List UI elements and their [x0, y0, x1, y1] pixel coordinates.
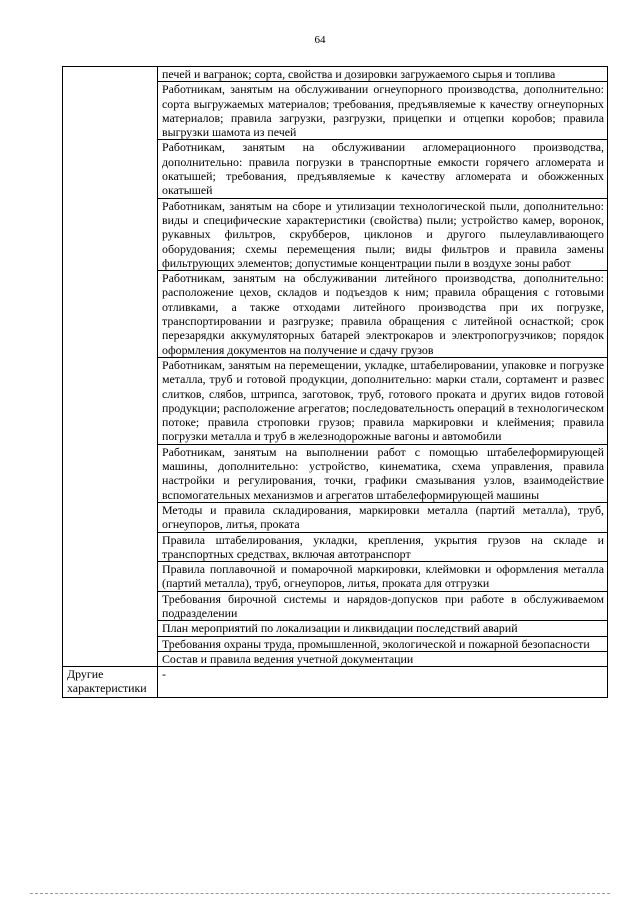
requirement-cell: [158, 532, 608, 562]
requirement-text: Правила поплавочной и помарочной маркировки, клеймовки и оформления металла (партий металла), труб, огнеупоров, литья, проката для отгрузки: [162, 562, 604, 591]
left-empty-cell: [63, 67, 158, 667]
requirement-text: Работникам, занятым на сборе и утилизации технологической пыли, дополнительно: виды и специфические характеристики (свойства) пыли; устройство камер, воронок, рукавных фильтров, скрубберов, циклонов и другого пылеулавливающего оборудования; схемы перемещения пыли; виды фильтров и правила замены фильтрующих элементов; допустимые концентрации пыли в воздухе зоны работ: [162, 198, 604, 270]
requirement-cell: [158, 140, 608, 198]
requirement-text: Состав и правила ведения учетной документации: [162, 651, 414, 666]
requirement-cell: [158, 357, 608, 444]
requirement-text: План мероприятий по локализации и ликвидации последствий аварий: [162, 621, 518, 636]
requirement-cell: [158, 444, 608, 502]
requirement-text: Работникам, занятым на обслуживании литейного производства, дополнительно: расположение цехов, складов и подъездов к ним; правила обращения с готовыми отливками, а также отходами литейного производства при их погрузке, транспортировании и разгрузке; правила обращения с литейной оснасткой; срок перезарядки аккумуляторных батарей электрокаров и электропогрузчиков; порядок оформления документов на получение и сдачу грузов: [162, 271, 604, 357]
requirement-text: Требования охраны труда, промышленной, экологической и пожарной безопасности: [162, 636, 590, 651]
requirement-cell: [158, 67, 608, 82]
requirement-cell: [158, 82, 608, 140]
requirement-cell: [158, 562, 608, 592]
requirement-cell: [158, 621, 608, 636]
requirement-cell: [158, 591, 608, 621]
requirement-cell: [158, 636, 608, 651]
table-row: [63, 67, 608, 82]
requirement-text: Работникам, занятым на перемещении, укладке, штабелировании, упаковке и погрузке металла, труб и готовой продукции, дополнительно: марки стали, сортамент и развес слитков, слябов, штрипса, заготовок, труб, готового проката и других видов готовой продукции; расположение агрегатов; последовательность операций в технологическом потоке; правила строповки грузов; правила маркировки и клеймения; правила погрузки металла и труб в железнодорожные вагоны и автомобили: [162, 357, 604, 444]
requirement-text: Работникам, занятым на выполнении работ с помощью штабелеформирующей машины, дополнительно: устройство, кинематика, схема управления, правила настройки и регулирования, точки, графики смазывания узлов, взаимодействие вспомогательных механизмов и агрегатов штабелеформирующей машины: [162, 444, 604, 502]
scan-edge-divider: [30, 893, 610, 894]
requirement-text: Методы и правила складирования, маркировки металла (партий металла), труб, огнеупоров, литья, проката: [162, 502, 604, 532]
requirement-text: Работникам, занятым на обслуживании огнеупорного производства, дополнительно: сорта выгружаемых материалов; требования, предъявляемые к качеству огнеупорных материалов; правила загрузки, разгрузки, прицепки и отцепки коробов; правила выгрузки шамота из печей: [162, 82, 604, 140]
other-characteristics-label: Другие характеристики: [63, 667, 158, 698]
table-row-other: [63, 667, 608, 698]
requirement-cell: [158, 502, 608, 532]
page-number: 64: [314, 34, 326, 46]
requirements-table: [62, 66, 608, 698]
requirement-text: Правила штабелирования, укладки, крепления, укрытия грузов на складе и транспортных средствах, включая автотранспорт: [162, 532, 604, 561]
requirement-cell: [158, 198, 608, 270]
requirement-cell: [158, 271, 608, 358]
other-characteristics-value: -: [158, 667, 608, 698]
requirement-text: печей и вагранок; сорта, свойства и дозировки загружаемого сырья и топлива: [162, 67, 556, 81]
requirement-cell: [158, 651, 608, 666]
requirement-text: Работникам, занятым на обслуживании агломерационного производства, дополнительно: правила погрузки в транспортные емкости горячего агломерата и окатышей; требования, предъявляемые к качеству агломерата и обожженных окатышей: [162, 140, 604, 198]
requirement-text: Требования бирочной системы и нарядов-допусков при работе в обслуживаемом подразделении: [162, 591, 604, 620]
